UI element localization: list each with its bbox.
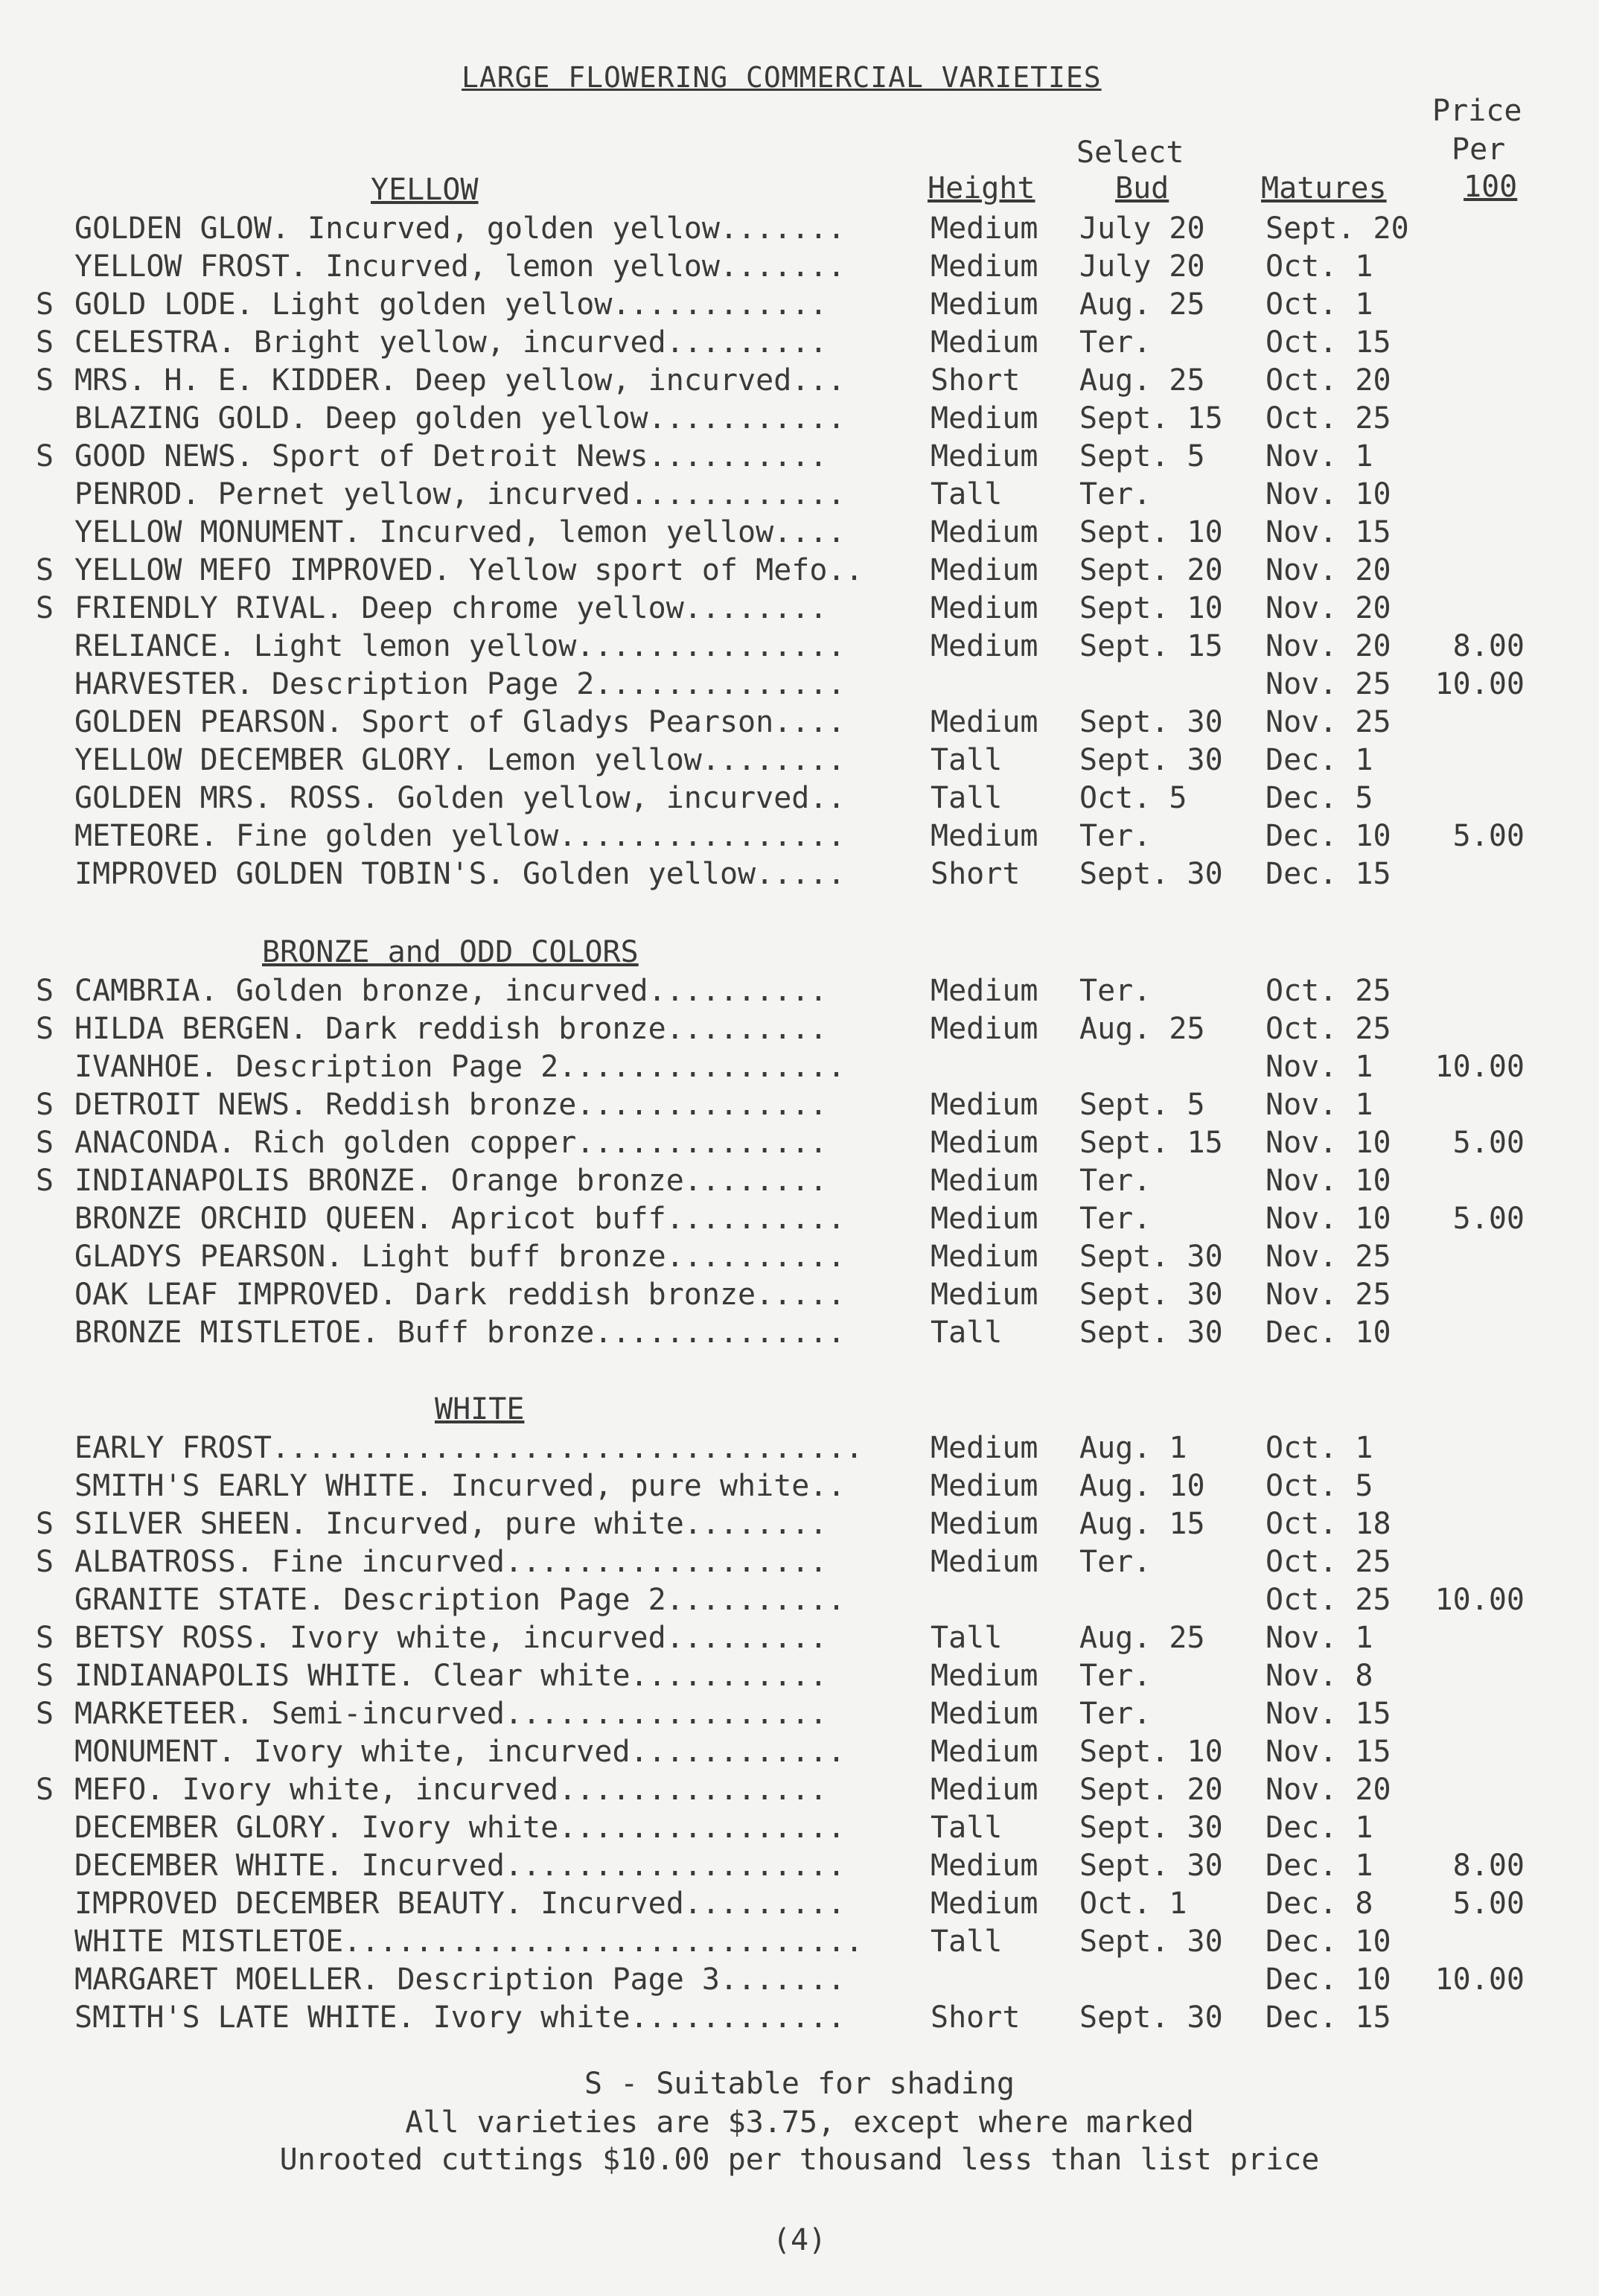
variety-row [0, 286, 1599, 324]
select-bud-date: Sept. 5 [1079, 1088, 1205, 1122]
shading-marker: S [36, 363, 54, 398]
maturity-date: Nov. 10 [1266, 1164, 1391, 1198]
variety-height: Medium [931, 1012, 1038, 1046]
variety-height: Medium [931, 819, 1038, 853]
maturity-date: Sept. 20 [1266, 211, 1409, 246]
variety-name: ALBATROSS. Fine incurved.................. [74, 1545, 828, 1579]
variety-height: Tall [931, 1925, 1003, 1959]
variety-row [0, 1048, 1599, 1086]
select-bud-date: Aug. 25 [1079, 1621, 1205, 1655]
variety-name: INDIANAPOLIS BRONZE. Orange bronze........ [74, 1164, 828, 1198]
select-bud-date: Sept. 20 [1079, 553, 1223, 587]
maturity-date: Oct. 1 [1266, 1431, 1373, 1465]
variety-price: 10.00 [1434, 1962, 1525, 1997]
variety-height: Medium [931, 1545, 1038, 1579]
variety-height: Medium [931, 1507, 1038, 1541]
maturity-date: Oct. 1 [1266, 287, 1373, 322]
maturity-date: Oct. 25 [1266, 1583, 1391, 1617]
variety-height: Medium [931, 1431, 1038, 1465]
select-bud-date: Ter. [1079, 477, 1152, 511]
variety-height: Medium [931, 1202, 1038, 1236]
variety-name: BETSY ROSS. Ivory white, incurved......... [74, 1621, 828, 1655]
shading-marker: S [36, 1697, 54, 1731]
maturity-date: Nov. 25 [1266, 1240, 1391, 1274]
variety-row [0, 476, 1599, 514]
variety-row [0, 1429, 1599, 1467]
shading-marker: S [36, 439, 54, 473]
variety-row [0, 1238, 1599, 1276]
variety-height: Medium [931, 249, 1038, 284]
variety-row [0, 362, 1599, 400]
select-bud-date: Sept. 30 [1079, 705, 1223, 739]
variety-name: ANACONDA. Rich golden copper.............. [74, 1126, 828, 1160]
variety-height: Medium [931, 705, 1038, 739]
shading-marker: S [36, 1012, 54, 1046]
maturity-date: Nov. 1 [1266, 1088, 1373, 1122]
maturity-date: Nov. 25 [1266, 705, 1391, 739]
select-bud-date: Oct. 1 [1079, 1887, 1187, 1921]
select-bud-date: Ter. [1079, 974, 1152, 1008]
variety-name: BRONZE MISTLETOE. Buff bronze.............. [74, 1316, 846, 1350]
maturity-date: Nov. 1 [1266, 1621, 1373, 1655]
variety-height: Short [931, 363, 1021, 398]
section-title: YELLOW [371, 173, 479, 207]
variety-name: OAK LEAF IMPROVED. Dark reddish bronze..... [74, 1278, 846, 1312]
select-bud-date: Sept. 15 [1079, 401, 1223, 436]
maturity-date: Nov. 15 [1266, 515, 1391, 549]
variety-row [0, 1200, 1599, 1238]
select-bud-date: July 20 [1079, 249, 1205, 284]
shading-marker: S [36, 1773, 54, 1807]
variety-name: WHITE MISTLETOE............................. [74, 1925, 864, 1959]
variety-name: GOLDEN GLOW. Incurved, golden yellow....... [74, 211, 846, 246]
maturity-date: Nov. 25 [1266, 1278, 1391, 1312]
variety-name: BLAZING GOLD. Deep golden yellow........... [74, 401, 846, 436]
maturity-date: Oct. 5 [1266, 1469, 1373, 1503]
price-header-line1: Price [1432, 94, 1522, 128]
variety-name: SMITH'S EARLY WHITE. Incurved, pure white.. [74, 1469, 846, 1503]
variety-name: MEFO. Ivory white, incurved............... [74, 1773, 828, 1807]
select-bud-date: Sept. 10 [1079, 1735, 1223, 1769]
select-bud-date: Aug. 25 [1079, 1012, 1205, 1046]
variety-name: INDIANAPOLIS WHITE. Clear white........... [74, 1659, 828, 1693]
variety-row [0, 1581, 1599, 1619]
maturity-date: Nov. 1 [1266, 439, 1373, 473]
maturity-date: Oct. 20 [1266, 363, 1391, 398]
variety-height: Medium [931, 591, 1038, 625]
variety-row [0, 666, 1599, 704]
variety-row [0, 590, 1599, 628]
select-bud-date: Sept. 20 [1079, 1773, 1223, 1807]
variety-height: Medium [931, 553, 1038, 587]
variety-row [0, 1657, 1599, 1695]
variety-row [0, 248, 1599, 286]
maturity-date: Oct. 18 [1266, 1507, 1391, 1541]
variety-name: FRIENDLY RIVAL. Deep chrome yellow........ [74, 591, 828, 625]
maturity-date: Dec. 5 [1266, 781, 1373, 815]
variety-row [0, 1999, 1599, 2037]
variety-height: Medium [931, 1088, 1038, 1122]
select-bud-date: Aug. 25 [1079, 363, 1205, 398]
maturity-date: Dec. 15 [1266, 857, 1391, 891]
variety-row [0, 1467, 1599, 1505]
variety-row [0, 1505, 1599, 1543]
variety-price: 5.00 [1452, 819, 1525, 853]
variety-row [0, 1771, 1599, 1809]
shading-marker: S [36, 1545, 54, 1579]
select-bud-date: Aug. 1 [1079, 1431, 1187, 1465]
variety-row [0, 1809, 1599, 1847]
page-title: LARGE FLOWERING COMMERCIAL VARIETIES [462, 61, 1102, 94]
page-number: (4) [772, 2223, 827, 2257]
maturity-date: Nov. 15 [1266, 1735, 1391, 1769]
variety-row [0, 1314, 1599, 1352]
bud-header: Bud [1115, 171, 1169, 205]
shading-marker: S [36, 1088, 54, 1122]
select-bud-date: Sept. 15 [1079, 629, 1223, 663]
variety-height: Tall [931, 781, 1003, 815]
variety-name: CELESTRA. Bright yellow, incurved......... [74, 325, 828, 360]
variety-row [0, 1961, 1599, 1999]
variety-name: DECEMBER WHITE. Incurved................... [74, 1849, 846, 1883]
select-bud-date: Ter. [1079, 1202, 1152, 1236]
variety-name: SILVER SHEEN. Incurved, pure white........ [74, 1507, 828, 1541]
select-bud-date: July 20 [1079, 211, 1205, 246]
select-bud-date: Sept. 15 [1079, 1126, 1223, 1160]
select-bud-date: Sept. 10 [1079, 591, 1223, 625]
variety-row [0, 1885, 1599, 1923]
variety-row [0, 1847, 1599, 1885]
variety-price: 10.00 [1434, 667, 1525, 701]
select-bud-date: Sept. 30 [1079, 1925, 1223, 1959]
variety-row [0, 1619, 1599, 1657]
maturity-date: Oct. 15 [1266, 325, 1391, 360]
variety-price: 8.00 [1452, 1849, 1525, 1883]
variety-row [0, 1276, 1599, 1314]
variety-name: DECEMBER GLORY. Ivory white................ [74, 1811, 846, 1845]
variety-row [0, 324, 1599, 362]
variety-height: Medium [931, 1164, 1038, 1198]
variety-name: YELLOW MEFO IMPROVED. Yellow sport of Mefo.. [74, 553, 864, 587]
variety-row [0, 1923, 1599, 1961]
variety-row [0, 1086, 1599, 1124]
shading-marker: S [36, 553, 54, 587]
variety-row [0, 438, 1599, 476]
variety-height: Medium [931, 287, 1038, 322]
maturity-date: Dec. 10 [1266, 1925, 1391, 1959]
variety-height: Medium [931, 325, 1038, 360]
variety-height: Short [931, 857, 1021, 891]
variety-row [0, 514, 1599, 552]
maturity-date: Dec. 10 [1266, 1316, 1391, 1350]
maturity-date: Oct. 1 [1266, 249, 1373, 284]
variety-height: Tall [931, 743, 1003, 777]
maturity-date: Nov. 20 [1266, 553, 1391, 587]
variety-name: MARKETEER. Semi-incurved.................. [74, 1697, 828, 1731]
maturity-date: Dec. 10 [1266, 1962, 1391, 1997]
select-bud-date: Aug. 15 [1079, 1507, 1205, 1541]
variety-name: MARGARET MOELLER. Description Page 3....... [74, 1962, 846, 1997]
variety-name: METEORE. Fine golden yellow................ [74, 819, 846, 853]
maturity-date: Nov. 10 [1266, 477, 1391, 511]
variety-height: Medium [931, 629, 1038, 663]
maturity-date: Nov. 20 [1266, 591, 1391, 625]
select-bud-date: Ter. [1079, 1697, 1152, 1731]
variety-height: Tall [931, 477, 1003, 511]
variety-name: EARLY FROST................................. [74, 1431, 864, 1465]
maturity-date: Dec. 1 [1266, 1811, 1373, 1845]
shading-marker: S [36, 591, 54, 625]
select-header-line1: Select [1076, 135, 1184, 170]
variety-name: YELLOW FROST. Incurved, lemon yellow....... [74, 249, 846, 284]
variety-name: GOOD NEWS. Sport of Detroit News.......... [74, 439, 828, 473]
variety-row [0, 1010, 1599, 1048]
variety-row [0, 1543, 1599, 1581]
variety-name: MONUMENT. Ivory white, incurved............ [74, 1735, 846, 1769]
variety-height: Medium [931, 1887, 1038, 1921]
variety-height: Tall [931, 1621, 1003, 1655]
variety-name: GOLD LODE. Light golden yellow............ [74, 287, 828, 322]
select-bud-date: Sept. 30 [1079, 1278, 1223, 1312]
variety-row [0, 972, 1599, 1010]
select-bud-date: Ter. [1079, 325, 1152, 360]
price-header-line3: 100 [1464, 170, 1518, 204]
maturity-date: Dec. 8 [1266, 1887, 1373, 1921]
section-title: BRONZE and ODD COLORS [262, 935, 639, 969]
maturity-date: Oct. 25 [1266, 401, 1391, 436]
variety-row [0, 742, 1599, 779]
shading-marker: S [36, 1621, 54, 1655]
variety-height: Medium [931, 1773, 1038, 1807]
shading-marker: S [36, 287, 54, 322]
variety-name: IVANHOE. Description Page 2................ [74, 1050, 846, 1084]
maturity-date: Dec. 1 [1266, 743, 1373, 777]
select-bud-date: Ter. [1079, 1164, 1152, 1198]
variety-name: SMITH'S LATE WHITE. Ivory white............ [74, 2000, 846, 2035]
variety-name: YELLOW DECEMBER GLORY. Lemon yellow........ [74, 743, 846, 777]
maturity-date: Nov. 1 [1266, 1050, 1373, 1084]
select-bud-date: Aug. 10 [1079, 1469, 1205, 1503]
matures-header: Matures [1261, 171, 1387, 205]
variety-name: MRS. H. E. KIDDER. Deep yellow, incurved... [74, 363, 846, 398]
variety-height: Medium [931, 439, 1038, 473]
variety-name: GOLDEN PEARSON. Sport of Gladys Pearson.... [74, 705, 846, 739]
variety-row [0, 628, 1599, 666]
variety-name: HARVESTER. Description Page 2.............. [74, 667, 846, 701]
select-bud-date: Sept. 30 [1079, 1240, 1223, 1274]
shading-marker: S [36, 1126, 54, 1160]
variety-row [0, 552, 1599, 590]
variety-height: Short [931, 2000, 1021, 2035]
select-bud-date: Ter. [1079, 1545, 1152, 1579]
variety-name: YELLOW MONUMENT. Incurved, lemon yellow.... [74, 515, 846, 549]
variety-name: RELIANCE. Light lemon yellow............... [74, 629, 846, 663]
variety-price: 8.00 [1452, 629, 1525, 663]
variety-height: Medium [931, 1697, 1038, 1731]
select-bud-date: Ter. [1079, 1659, 1152, 1693]
variety-height: Medium [931, 1240, 1038, 1274]
select-bud-date: Oct. 5 [1079, 781, 1187, 815]
select-bud-date: Sept. 30 [1079, 1849, 1223, 1883]
maturity-date: Dec. 15 [1266, 2000, 1391, 2035]
select-bud-date: Sept. 30 [1079, 743, 1223, 777]
variety-name: BRONZE ORCHID QUEEN. Apricot buff.......... [74, 1202, 846, 1236]
variety-height: Medium [931, 211, 1038, 246]
variety-height: Medium [931, 974, 1038, 1008]
variety-row [0, 210, 1599, 248]
variety-row [0, 704, 1599, 742]
variety-height: Medium [931, 1278, 1038, 1312]
variety-name: IMPROVED DECEMBER BEAUTY. Incurved......... [74, 1887, 846, 1921]
maturity-date: Oct. 25 [1266, 1545, 1391, 1579]
variety-height: Medium [931, 1469, 1038, 1503]
section-title: WHITE [435, 1392, 525, 1426]
shading-marker: S [36, 1659, 54, 1693]
variety-name: DETROIT NEWS. Reddish bronze.............. [74, 1088, 828, 1122]
select-bud-date: Sept. 30 [1079, 2000, 1223, 2035]
variety-height: Medium [931, 1659, 1038, 1693]
variety-price: 5.00 [1452, 1887, 1525, 1921]
maturity-date: Dec. 1 [1266, 1849, 1373, 1883]
variety-name: GOLDEN MRS. ROSS. Golden yellow, incurved.. [74, 781, 846, 815]
variety-height: Medium [931, 401, 1038, 436]
variety-price: 5.00 [1452, 1202, 1525, 1236]
variety-height: Medium [931, 1849, 1038, 1883]
variety-row [0, 779, 1599, 817]
maturity-date: Nov. 10 [1266, 1126, 1391, 1160]
variety-row [0, 1124, 1599, 1162]
shading-marker: S [36, 325, 54, 360]
footer-shading-note: S - Suitable for shading [584, 2067, 1015, 2101]
select-bud-date: Sept. 30 [1079, 857, 1223, 891]
variety-row [0, 1695, 1599, 1733]
variety-row [0, 1733, 1599, 1771]
variety-height: Medium [931, 1735, 1038, 1769]
variety-height: Tall [931, 1811, 1003, 1845]
height-header: Height [928, 171, 1035, 205]
select-bud-date: Aug. 25 [1079, 287, 1205, 322]
maturity-date: Nov. 20 [1266, 1773, 1391, 1807]
footer-price-note: All varieties are $3.75, except where marked [405, 2105, 1194, 2140]
shading-marker: S [36, 1507, 54, 1541]
footer-cuttings-note: Unrooted cuttings $10.00 per thousand less than list price [279, 2143, 1320, 2177]
select-bud-date: Sept. 5 [1079, 439, 1205, 473]
variety-price: 5.00 [1452, 1126, 1525, 1160]
select-bud-date: Sept. 30 [1079, 1316, 1223, 1350]
price-header-line2: Per [1452, 133, 1506, 167]
maturity-date: Nov. 10 [1266, 1202, 1391, 1236]
variety-height: Medium [931, 515, 1038, 549]
variety-row [0, 817, 1599, 855]
variety-price: 10.00 [1434, 1583, 1525, 1617]
maturity-date: Oct. 25 [1266, 974, 1391, 1008]
maturity-date: Nov. 20 [1266, 629, 1391, 663]
variety-row [0, 1162, 1599, 1200]
select-bud-date: Sept. 30 [1079, 1811, 1223, 1845]
variety-name: CAMBRIA. Golden bronze, incurved.......... [74, 974, 828, 1008]
variety-name: GRANITE STATE. Description Page 2.......... [74, 1583, 846, 1617]
shading-marker: S [36, 1164, 54, 1198]
variety-name: PENROD. Pernet yellow, incurved............ [74, 477, 846, 511]
maturity-date: Nov. 15 [1266, 1697, 1391, 1731]
variety-row [0, 400, 1599, 438]
maturity-date: Oct. 25 [1266, 1012, 1391, 1046]
maturity-date: Nov. 8 [1266, 1659, 1373, 1693]
variety-price: 10.00 [1434, 1050, 1525, 1084]
variety-name: HILDA BERGEN. Dark reddish bronze......... [74, 1012, 828, 1046]
variety-name: IMPROVED GOLDEN TOBIN'S. Golden yellow..... [74, 857, 846, 891]
maturity-date: Nov. 25 [1266, 667, 1391, 701]
shading-marker: S [36, 974, 54, 1008]
variety-name: GLADYS PEARSON. Light buff bronze.......... [74, 1240, 846, 1274]
select-bud-date: Ter. [1079, 819, 1152, 853]
variety-height: Tall [931, 1316, 1003, 1350]
maturity-date: Dec. 10 [1266, 819, 1391, 853]
variety-row [0, 855, 1599, 893]
variety-height: Medium [931, 1126, 1038, 1160]
select-bud-date: Sept. 10 [1079, 515, 1223, 549]
